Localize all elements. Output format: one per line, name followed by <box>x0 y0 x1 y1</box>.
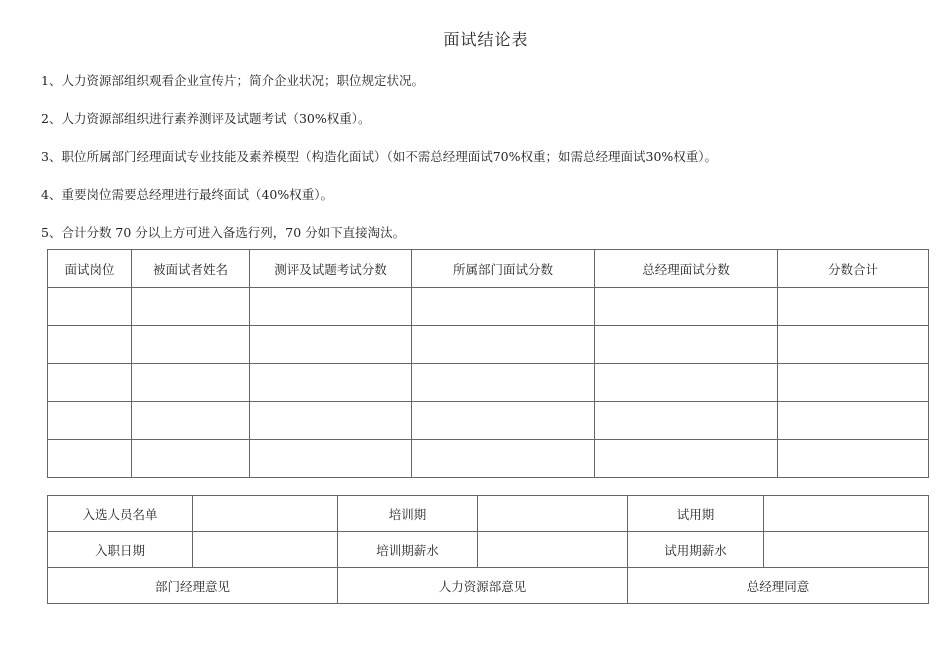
total-score-cell[interactable] <box>778 440 929 478</box>
candidate-name-cell[interactable] <box>132 440 250 478</box>
dept-manager-opinion-cell[interactable]: 部门经理意见 <box>48 568 338 604</box>
total-score-cell[interactable] <box>778 364 929 402</box>
hiring-row-1 <box>48 496 929 532</box>
start-date-label: 入职日期 <box>48 532 193 568</box>
page-title: 面试结论表 <box>443 30 529 49</box>
shortlist-label: 入选人员名单 <box>48 496 193 532</box>
column-header-test-score: 测评及试题考试分数 <box>250 250 412 288</box>
instruction-item-5: 5、合计分数 70 分以上方可进入备选行列，70 分如下直接淘汰。 <box>41 225 406 240</box>
table-row <box>48 402 929 440</box>
position-cell[interactable] <box>48 326 132 364</box>
training-salary-label: 培训期薪水 <box>338 532 478 568</box>
department-score-cell[interactable] <box>412 326 595 364</box>
test-score-cell[interactable] <box>250 402 412 440</box>
table-row <box>48 326 929 364</box>
table-header-row <box>48 250 929 288</box>
column-header-total-score: 分数合计 <box>778 250 929 288</box>
position-cell[interactable] <box>48 364 132 402</box>
hiring-decision-table <box>47 495 929 604</box>
department-score-cell[interactable] <box>412 440 595 478</box>
position-cell[interactable] <box>48 402 132 440</box>
probation-period-label: 试用期 <box>628 496 764 532</box>
shortlist-value-cell[interactable] <box>193 496 338 532</box>
candidate-name-cell[interactable] <box>132 402 250 440</box>
hiring-row-3 <box>48 568 929 604</box>
hr-opinion-cell[interactable]: 人力资源部意见 <box>338 568 628 604</box>
test-score-cell[interactable] <box>250 364 412 402</box>
total-score-cell[interactable] <box>778 326 929 364</box>
training-period-label: 培训期 <box>338 496 478 532</box>
department-score-cell[interactable] <box>412 402 595 440</box>
test-score-cell[interactable] <box>250 288 412 326</box>
gm-score-cell[interactable] <box>595 326 778 364</box>
test-score-cell[interactable] <box>250 440 412 478</box>
gm-score-cell[interactable] <box>595 364 778 402</box>
table-row <box>48 288 929 326</box>
column-header-gm-score: 总经理面试分数 <box>595 250 778 288</box>
probation-salary-label: 试用期薪水 <box>628 532 764 568</box>
instruction-item-3: 3、职位所属部门经理面试专业技能及素养模型（构造化面试）（如不需总经理面试70%权重；如需总经理面试30%权重）。 <box>41 149 718 164</box>
probation-salary-value-cell[interactable] <box>764 532 929 568</box>
department-score-cell[interactable] <box>412 288 595 326</box>
table-row <box>48 364 929 402</box>
probation-period-value-cell[interactable] <box>764 496 929 532</box>
gm-approval-cell[interactable]: 总经理同意 <box>628 568 929 604</box>
candidate-name-cell[interactable] <box>132 326 250 364</box>
column-header-department-score: 所属部门面试分数 <box>412 250 595 288</box>
interview-score-table <box>47 249 929 478</box>
column-header-candidate-name: 被面试者姓名 <box>132 250 250 288</box>
training-salary-value-cell[interactable] <box>478 532 628 568</box>
gm-score-cell[interactable] <box>595 288 778 326</box>
position-cell[interactable] <box>48 440 132 478</box>
test-score-cell[interactable] <box>250 326 412 364</box>
position-cell[interactable] <box>48 288 132 326</box>
instruction-item-1: 1、人力资源部组织观看企业宣传片；简介企业状况；职位规定状况。 <box>41 73 424 88</box>
gm-score-cell[interactable] <box>595 440 778 478</box>
instruction-item-2: 2、人力资源部组织进行素养测评及试题考试（30%权重）。 <box>41 111 371 126</box>
training-period-value-cell[interactable] <box>478 496 628 532</box>
hiring-row-2 <box>48 532 929 568</box>
department-score-cell[interactable] <box>412 364 595 402</box>
table-row <box>48 440 929 478</box>
total-score-cell[interactable] <box>778 402 929 440</box>
candidate-name-cell[interactable] <box>132 364 250 402</box>
start-date-value-cell[interactable] <box>193 532 338 568</box>
instruction-item-4: 4、重要岗位需要总经理进行最终面试（40%权重）。 <box>41 187 333 202</box>
total-score-cell[interactable] <box>778 288 929 326</box>
column-header-position: 面试岗位 <box>48 250 132 288</box>
gm-score-cell[interactable] <box>595 402 778 440</box>
candidate-name-cell[interactable] <box>132 288 250 326</box>
